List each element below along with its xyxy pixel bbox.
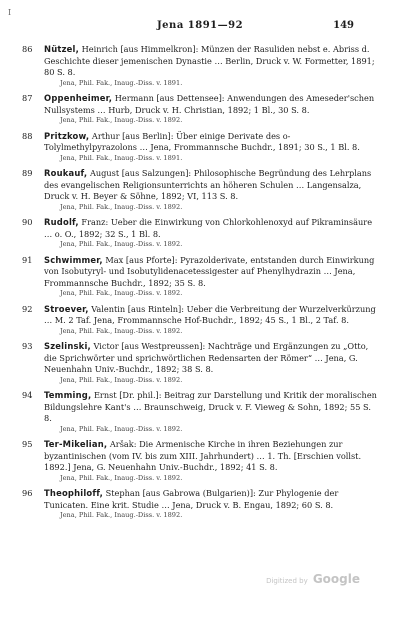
list-item — [22, 168, 378, 212]
entry-note: Jena, Phil. Fak., Inaug.-Diss. v. 1892. — [60, 473, 183, 482]
list-item — [22, 390, 378, 434]
entry-number: 87 — [22, 93, 33, 103]
list-item — [22, 304, 378, 337]
entry-number: 96 — [22, 488, 33, 498]
entry-number: 92 — [22, 303, 33, 314]
entry-number: 90 — [22, 217, 33, 227]
entry-author: Szelinski, — [44, 341, 91, 351]
list-item — [22, 439, 378, 483]
entry-note: Jena, Phil. Fak., Inaug.-Diss. v. 1892. — [60, 240, 183, 248]
entry-note: Jena, Phil. Fak., Inaug.-Diss. v. 1892. — [60, 202, 183, 211]
entry-author: Temming, — [44, 390, 92, 400]
entry-text: Ernst [Dr. phil.]: Beitrag zur Darstellung und Kritik der moralischen Bildungslehre Kant's … Braunschweig, Druck v. F. Vieweg & Sohn, 1892; 55 S. 8. — [44, 390, 377, 423]
entry-text: August [aus Salzungen]: Philosophische Begründung des Lehrplans des evangelischen Religionsunterrichts an höheren Schulen … Langensalza, Druck v. H. Beyer & Söhne, 1892; VI, 113 S. 8. — [44, 168, 372, 201]
entry-note: Jena, Phil. Fak., Inaug.-Diss. v. 1891. — [60, 78, 183, 87]
running-title: Jena 1891—92 — [156, 20, 244, 31]
list-item — [22, 255, 378, 299]
entry-list — [22, 44, 378, 526]
list-item — [22, 44, 378, 88]
entry-number: 94 — [22, 390, 33, 400]
entry-text: Valentin [aus Rinteln]: Ueber die Verbreitung der Wurzelverkürzung … M. 2 Taf. Jena, Frommannsche Hof-Buchdr., 1892; 45 S., 1 Bl., 2 Taf. 8. — [44, 303, 376, 325]
entry-number: 89 — [22, 168, 33, 178]
entry-note: Jena, Phil. Fak., Inaug.-Diss. v. 1891. — [60, 153, 183, 162]
entry-number: 91 — [22, 254, 33, 265]
entry-note: Jena, Phil. Fak., Inaug.-Diss. v. 1892. — [60, 511, 183, 519]
entry-text: Hermann [aus Dettensee]: Anwendungen des Ameseder'schen Nullsystems … Hurb, Druck v. H. Christian, 1892; 1 Bl., 30 S. 8. — [44, 93, 375, 115]
entry-note: Jena, Phil. Fak., Inaug.-Diss. v. 1892. — [60, 326, 183, 335]
list-item — [22, 488, 378, 521]
entry-text: Max [aus Pforte]: Pyrazolderivate, entstanden durch Einwirkung von Isobutyryl- und Isobutylidenacetessigester auf Phenylhydrazin … Jena, Frommannsche Buchdr., 1892; 35 S. 8. — [44, 254, 375, 288]
entry-note: Jena, Phil. Fak., Inaug.-Diss. v. 1892. — [60, 424, 183, 433]
entry-text: Stephan [aus Gabrowa (Bulgarien)]: Zur Phylogenie der Tunicaten. Eine krit. Studie … Jena, Druck v. B. Engau, 1892; 60 S. 8. — [44, 488, 339, 510]
google-logo: Google — [312, 572, 360, 586]
entry-note: Jena, Phil. Fak., Inaug.-Diss. v. 1892. — [60, 375, 183, 384]
entry-note: Jena, Phil. Fak., Inaug.-Diss. v. 1892. — [60, 289, 183, 297]
entry-number: 93 — [22, 341, 33, 351]
google-watermark — [266, 568, 360, 587]
list-item — [22, 341, 378, 385]
list-item — [22, 131, 378, 164]
entry-author: Roukauf, — [44, 168, 88, 178]
list-item — [22, 93, 378, 126]
entry-author: Pritzkow, — [44, 130, 90, 141]
entry-text: Heinrich [aus Himmelkron]: Münzen der Rasuliden nebst e. Abriss d. Geschichte dieser jemenischen Dynastie … Berlin, Druck v. W. Formetter, 1891; 80 S. 8. — [44, 44, 375, 77]
entry-author: Ter-Mikelian, — [44, 439, 108, 449]
page-header — [0, 20, 400, 34]
list-item — [22, 217, 378, 250]
entry-author: Rudolf, — [44, 217, 79, 227]
entry-author: Schwimmer, — [44, 254, 103, 265]
entry-number: 95 — [22, 439, 33, 449]
entry-number: 86 — [22, 44, 33, 54]
page-number: 149 — [333, 20, 354, 31]
entry-text: Aršak: Die Armenische Kirche in ihren Beziehungen zur byzantinischen (vom IV. bis zum XIII. Jahrhundert) … 1. Th. [Erschien vollst. 1892.] Jena, G. Neuenhahn Univ.-Buchdr., 1892; 41 S. 8. — [44, 439, 362, 472]
entry-text: Franz: Ueber die Einwirkung von Chlorkohlenoxyd auf Pikraminsäure … o. O., 1892; 32 S., 1 Bl. 8. — [44, 217, 373, 239]
page-marks: I — [8, 8, 12, 17]
entry-text: Victor [aus Westpreussen]: Nachträge und Ergänzungen zu „Otto, die Sprichwörter und sprichwörtlichen Redensarten der Römer“ … Jena, G. Neuenhahn Univ.-Buchdr., 1892; 38 S. 8. — [44, 341, 369, 374]
entry-author: Nützel, — [44, 44, 79, 54]
entry-text: Arthur [aus Berlin]: Über einige Derivate des o-Tolylmethylpyrazolons … Jena, Frommannsche Buchdr., 1891; 30 S., 1 Bl. 8. — [44, 130, 360, 152]
entry-note: Jena, Phil. Fak., Inaug.-Diss. v. 1892. — [60, 116, 183, 124]
entry-author: Theophiloff, — [44, 488, 103, 498]
watermark-prefix: Digitized by — [266, 577, 308, 585]
entry-author: Oppenheimer, — [44, 93, 113, 103]
entry-author: Stroever, — [44, 303, 89, 314]
entry-number: 88 — [22, 130, 33, 141]
